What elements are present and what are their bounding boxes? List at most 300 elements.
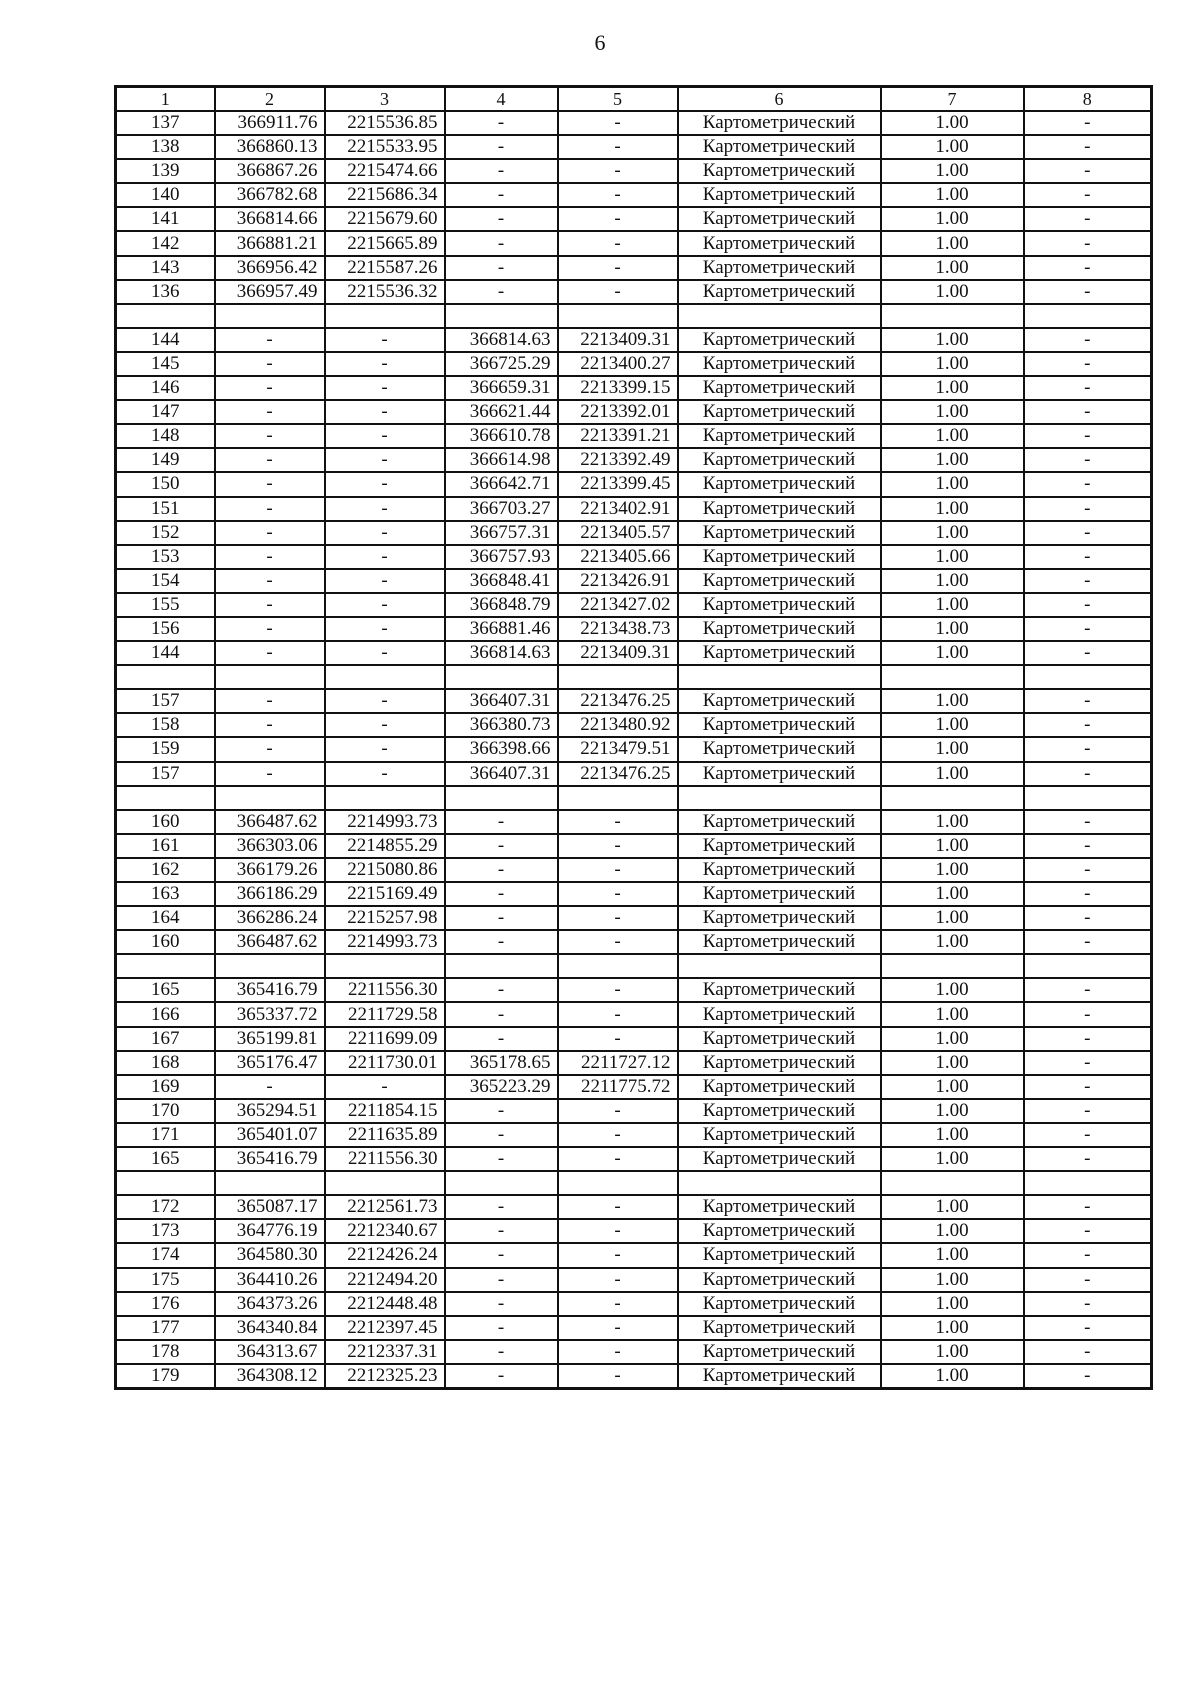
table-cell-col-7: 1.00 (881, 400, 1024, 424)
table-cell-col-2: 364340.84 (215, 1316, 325, 1340)
table-cell-col-2: 366186.29 (215, 882, 325, 906)
column-header: 7 (881, 87, 1024, 112)
table-cell-col-7: 1.00 (881, 1340, 1024, 1364)
table-cell-col-4: 366621.44 (445, 400, 558, 424)
table-cell-col-7: 1.00 (881, 1243, 1024, 1267)
table-cell-col-5: 2213409.31 (558, 641, 678, 665)
table-cell-col-6 (678, 665, 881, 689)
table-cell-col-3: - (325, 448, 445, 472)
table-cell-col-7: 1.00 (881, 111, 1024, 135)
table-cell-col-5: 2213476.25 (558, 762, 678, 786)
table-cell-col-4: - (445, 1219, 558, 1243)
table-cell-col-1 (116, 304, 215, 328)
table-cell-col-2: 365401.07 (215, 1123, 325, 1147)
table-cell-col-6: Картометрический (678, 521, 881, 545)
table-cell-col-7 (881, 665, 1024, 689)
table-cell-col-8: - (1024, 1219, 1152, 1243)
table-cell-col-3: - (325, 762, 445, 786)
table-cell-col-6: Картометрический (678, 545, 881, 569)
table-row (116, 1219, 1152, 1243)
table-cell-col-5: 2213400.27 (558, 352, 678, 376)
table-row (116, 569, 1152, 593)
table-cell-col-5: 2213399.15 (558, 376, 678, 400)
table-cell-col-5: - (558, 231, 678, 255)
table-cell-col-7: 1.00 (881, 641, 1024, 665)
table-cell-col-8: - (1024, 906, 1152, 930)
table-cell-col-4: - (445, 1027, 558, 1051)
table-cell-col-4: - (445, 256, 558, 280)
table-cell-col-1 (116, 954, 215, 978)
table-cell-col-6: Картометрический (678, 424, 881, 448)
table-cell-col-6: Картометрический (678, 762, 881, 786)
table-cell-col-8: - (1024, 737, 1152, 761)
table-cell-col-7: 1.00 (881, 231, 1024, 255)
table-cell-col-2: 366860.13 (215, 135, 325, 159)
table-cell-col-8 (1024, 954, 1152, 978)
table-cell-col-5 (558, 304, 678, 328)
table-row (116, 1243, 1152, 1267)
table-cell-col-6: Картометрический (678, 448, 881, 472)
table-cell-col-4: 366757.93 (445, 545, 558, 569)
table-cell-col-1: 165 (116, 1147, 215, 1171)
table-cell-col-3: 2212397.45 (325, 1316, 445, 1340)
table-cell-col-3 (325, 665, 445, 689)
column-header: 2 (215, 87, 325, 112)
table-row (116, 1364, 1152, 1389)
table-cell-col-2: 366957.49 (215, 280, 325, 304)
table-cell-col-6: Картометрический (678, 135, 881, 159)
table-cell-col-3: 2215536.85 (325, 111, 445, 135)
table-cell-col-4: 366703.27 (445, 497, 558, 521)
table-cell-col-2: 366911.76 (215, 111, 325, 135)
table-cell-col-4: - (445, 1316, 558, 1340)
table-cell-col-1: 141 (116, 207, 215, 231)
table-cell-col-8: - (1024, 376, 1152, 400)
table-cell-col-2: 366814.66 (215, 207, 325, 231)
table-cell-col-4 (445, 786, 558, 810)
table-cell-col-3: - (325, 328, 445, 352)
table-cell-col-8: - (1024, 593, 1152, 617)
table-cell-col-5: - (558, 1099, 678, 1123)
table-cell-col-2: 366782.68 (215, 183, 325, 207)
table-cell-col-8: - (1024, 1002, 1152, 1026)
table-row (116, 1316, 1152, 1340)
table-row (116, 1268, 1152, 1292)
table-cell-col-2: - (215, 400, 325, 424)
coordinates-table (114, 85, 1153, 1390)
table-cell-col-6: Картометрический (678, 376, 881, 400)
table-cell-col-4: - (445, 1364, 558, 1389)
table-cell-col-5: - (558, 1292, 678, 1316)
table-row (116, 207, 1152, 231)
table-cell-col-3 (325, 786, 445, 810)
table-cell-col-1: 139 (116, 159, 215, 183)
table-cell-col-2: 366487.62 (215, 810, 325, 834)
table-cell-col-2: 364580.30 (215, 1243, 325, 1267)
table-cell-col-2: - (215, 424, 325, 448)
table-cell-col-5: 2211727.12 (558, 1051, 678, 1075)
table-cell-col-1: 166 (116, 1002, 215, 1026)
table-cell-col-7: 1.00 (881, 810, 1024, 834)
table-cell-col-5 (558, 786, 678, 810)
table-cell-col-2: - (215, 521, 325, 545)
table-cell-col-7: 1.00 (881, 1027, 1024, 1051)
table-row (116, 737, 1152, 761)
table-cell-col-2: - (215, 328, 325, 352)
table-cell-col-1: 176 (116, 1292, 215, 1316)
table-cell-col-3: 2212340.67 (325, 1219, 445, 1243)
table-cell-col-5: - (558, 930, 678, 954)
table-cell-col-2: - (215, 689, 325, 713)
table-cell-col-7: 1.00 (881, 376, 1024, 400)
table-cell-col-8: - (1024, 689, 1152, 713)
table-cell-col-8: - (1024, 810, 1152, 834)
table-cell-col-1: 150 (116, 472, 215, 496)
table-cell-col-2: - (215, 352, 325, 376)
table-row (116, 1051, 1152, 1075)
table-cell-col-1: 152 (116, 521, 215, 545)
table-cell-col-6: Картометрический (678, 689, 881, 713)
table-cell-col-8: - (1024, 1340, 1152, 1364)
table-cell-col-5: - (558, 135, 678, 159)
table-cell-col-1: 147 (116, 400, 215, 424)
table-cell-col-6: Картометрический (678, 569, 881, 593)
table-cell-col-8: - (1024, 762, 1152, 786)
table-cell-col-6: Картометрический (678, 978, 881, 1002)
table-cell-col-1: 172 (116, 1195, 215, 1219)
table-cell-col-3: - (325, 641, 445, 665)
table-cell-col-6: Картометрический (678, 1123, 881, 1147)
table-cell-col-6: Картометрический (678, 1075, 881, 1099)
table-cell-col-7: 1.00 (881, 1268, 1024, 1292)
table-cell-col-4: 366614.98 (445, 448, 558, 472)
table-row (116, 1195, 1152, 1219)
table-row (116, 689, 1152, 713)
table-row (116, 1099, 1152, 1123)
table-cell-col-8 (1024, 786, 1152, 810)
table-cell-col-1: 177 (116, 1316, 215, 1340)
table-cell-col-8: - (1024, 1316, 1152, 1340)
table-cell-col-2: 364410.26 (215, 1268, 325, 1292)
table-cell-col-3: - (325, 400, 445, 424)
table-cell-col-2: 365087.17 (215, 1195, 325, 1219)
table-cell-col-5: - (558, 111, 678, 135)
table-cell-col-7: 1.00 (881, 256, 1024, 280)
table-cell-col-1: 163 (116, 882, 215, 906)
table-cell-col-4: 366642.71 (445, 472, 558, 496)
column-header: 8 (1024, 87, 1152, 112)
table-cell-col-2: 365294.51 (215, 1099, 325, 1123)
table-cell-col-1: 165 (116, 978, 215, 1002)
table-cell-col-1: 153 (116, 545, 215, 569)
table-row (116, 930, 1152, 954)
table-cell-col-1: 146 (116, 376, 215, 400)
table-cell-col-3: 2214855.29 (325, 834, 445, 858)
table-cell-col-7: 1.00 (881, 930, 1024, 954)
table-row (116, 1002, 1152, 1026)
table-cell-col-6: Картометрический (678, 256, 881, 280)
separator-row (116, 665, 1152, 689)
table-cell-col-8: - (1024, 1075, 1152, 1099)
table-cell-col-1: 142 (116, 231, 215, 255)
table-cell-col-8: - (1024, 882, 1152, 906)
table-cell-col-4: - (445, 834, 558, 858)
table-cell-col-6: Картометрический (678, 1147, 881, 1171)
table-cell-col-8: - (1024, 545, 1152, 569)
table-cell-col-6 (678, 304, 881, 328)
table-cell-col-2: - (215, 617, 325, 641)
table-row (116, 978, 1152, 1002)
table-cell-col-7: 1.00 (881, 737, 1024, 761)
table-cell-col-7: 1.00 (881, 545, 1024, 569)
table-cell-col-4 (445, 1171, 558, 1195)
table-row (116, 352, 1152, 376)
table-cell-col-4: - (445, 1002, 558, 1026)
table-cell-col-4: - (445, 906, 558, 930)
table-row (116, 448, 1152, 472)
table-row (116, 231, 1152, 255)
table-cell-col-1 (116, 1171, 215, 1195)
table-cell-col-4: 366881.46 (445, 617, 558, 641)
column-header: 3 (325, 87, 445, 112)
column-header: 6 (678, 87, 881, 112)
table-cell-col-7: 1.00 (881, 1219, 1024, 1243)
table-cell-col-6 (678, 1171, 881, 1195)
table-cell-col-4: - (445, 135, 558, 159)
table-cell-col-1: 144 (116, 641, 215, 665)
table-cell-col-6: Картометрический (678, 593, 881, 617)
table-cell-col-7: 1.00 (881, 1292, 1024, 1316)
table-cell-col-3: 2211730.01 (325, 1051, 445, 1075)
table-cell-col-2 (215, 665, 325, 689)
separator-row (116, 954, 1152, 978)
table-cell-col-4: - (445, 1099, 558, 1123)
table-cell-col-4: 366407.31 (445, 762, 558, 786)
table-cell-col-6 (678, 954, 881, 978)
table-cell-col-6: Картометрический (678, 1195, 881, 1219)
table-cell-col-5: - (558, 1027, 678, 1051)
table-cell-col-6: Картометрический (678, 1292, 881, 1316)
table-cell-col-8: - (1024, 930, 1152, 954)
table-cell-col-5: - (558, 256, 678, 280)
table-cell-col-1: 179 (116, 1364, 215, 1389)
table-cell-col-7: 1.00 (881, 424, 1024, 448)
table-row (116, 1292, 1152, 1316)
table-cell-col-6: Картометрический (678, 400, 881, 424)
table-cell-col-2: - (215, 737, 325, 761)
table-cell-col-7: 1.00 (881, 882, 1024, 906)
table-cell-col-6: Картометрический (678, 882, 881, 906)
table-cell-col-1: 148 (116, 424, 215, 448)
table-cell-col-3: - (325, 737, 445, 761)
table-cell-col-1: 169 (116, 1075, 215, 1099)
table-cell-col-8: - (1024, 1268, 1152, 1292)
table-cell-col-5: - (558, 207, 678, 231)
table-cell-col-6: Картометрический (678, 1364, 881, 1389)
table-cell-col-3: - (325, 472, 445, 496)
table-cell-col-3: - (325, 376, 445, 400)
table-cell-col-3: 2215533.95 (325, 135, 445, 159)
table-cell-col-2: 365416.79 (215, 978, 325, 1002)
table-cell-col-8: - (1024, 1243, 1152, 1267)
table-cell-col-1: 171 (116, 1123, 215, 1147)
table-cell-col-6: Картометрический (678, 834, 881, 858)
table-cell-col-3: - (325, 713, 445, 737)
table-cell-col-5: - (558, 834, 678, 858)
table-cell-col-3: - (325, 617, 445, 641)
table-cell-col-1: 143 (116, 256, 215, 280)
table-cell-col-3: - (325, 593, 445, 617)
table-cell-col-4: - (445, 111, 558, 135)
table-cell-col-8: - (1024, 1195, 1152, 1219)
table-cell-col-4 (445, 954, 558, 978)
table-cell-col-8: - (1024, 1099, 1152, 1123)
table-cell-col-3: - (325, 545, 445, 569)
table-cell-col-1 (116, 786, 215, 810)
table-cell-col-6: Картометрический (678, 207, 881, 231)
table-cell-col-1: 144 (116, 328, 215, 352)
table-row (116, 1147, 1152, 1171)
table-cell-col-4: 365178.65 (445, 1051, 558, 1075)
table-cell-col-5: 2211775.72 (558, 1075, 678, 1099)
table-cell-col-2: - (215, 497, 325, 521)
table-cell-col-7 (881, 954, 1024, 978)
table-cell-col-6: Картометрический (678, 183, 881, 207)
table-row (116, 882, 1152, 906)
table-cell-col-6: Картометрический (678, 1219, 881, 1243)
separator-row (116, 1171, 1152, 1195)
table-cell-col-8: - (1024, 400, 1152, 424)
table-cell-col-7: 1.00 (881, 1099, 1024, 1123)
table-cell-col-3: 2211699.09 (325, 1027, 445, 1051)
table-cell-col-8: - (1024, 280, 1152, 304)
table-cell-col-2: 365416.79 (215, 1147, 325, 1171)
table-cell-col-5: 2213438.73 (558, 617, 678, 641)
table-cell-col-2 (215, 786, 325, 810)
column-header: 4 (445, 87, 558, 112)
table-cell-col-5: 2213392.49 (558, 448, 678, 472)
table-cell-col-8: - (1024, 1292, 1152, 1316)
table-cell-col-6: Картометрический (678, 1340, 881, 1364)
table-cell-col-5: - (558, 810, 678, 834)
table-cell-col-2: 366956.42 (215, 256, 325, 280)
table-cell-col-7: 1.00 (881, 280, 1024, 304)
table-cell-col-4: - (445, 858, 558, 882)
table-cell-col-2: 364776.19 (215, 1219, 325, 1243)
table-cell-col-8: - (1024, 834, 1152, 858)
table-cell-col-3: 2212561.73 (325, 1195, 445, 1219)
table-cell-col-3: 2215686.34 (325, 183, 445, 207)
table-cell-col-6: Картометрический (678, 737, 881, 761)
table-cell-col-7: 1.00 (881, 978, 1024, 1002)
table-cell-col-3: 2215587.26 (325, 256, 445, 280)
table-cell-col-7: 1.00 (881, 521, 1024, 545)
table-cell-col-7: 1.00 (881, 1051, 1024, 1075)
table-cell-col-8: - (1024, 641, 1152, 665)
table-cell-col-3: 2212337.31 (325, 1340, 445, 1364)
table-row (116, 858, 1152, 882)
table-cell-col-2: - (215, 472, 325, 496)
table-cell-col-6: Картометрический (678, 713, 881, 737)
table-cell-col-8: - (1024, 231, 1152, 255)
table-cell-col-4: 366398.66 (445, 737, 558, 761)
table-row (116, 1340, 1152, 1364)
table-cell-col-5 (558, 665, 678, 689)
table-cell-col-2: - (215, 762, 325, 786)
table-cell-col-1: 154 (116, 569, 215, 593)
table-row (116, 762, 1152, 786)
table-row (116, 1075, 1152, 1099)
table-cell-col-1: 151 (116, 497, 215, 521)
table-cell-col-7: 1.00 (881, 689, 1024, 713)
table-row (116, 1027, 1152, 1051)
table-cell-col-8 (1024, 1171, 1152, 1195)
table-row (116, 328, 1152, 352)
table-cell-col-5: 2213426.91 (558, 569, 678, 593)
table-cell-col-5: 2213405.66 (558, 545, 678, 569)
table-cell-col-4 (445, 304, 558, 328)
table-cell-col-5: - (558, 159, 678, 183)
table-cell-col-6: Картометрический (678, 497, 881, 521)
table-cell-col-3: - (325, 424, 445, 448)
table-cell-col-2: 366286.24 (215, 906, 325, 930)
table-row (116, 135, 1152, 159)
table-cell-col-8: - (1024, 207, 1152, 231)
table-cell-col-3: - (325, 497, 445, 521)
table-cell-col-8: - (1024, 497, 1152, 521)
table-cell-col-5: - (558, 1195, 678, 1219)
table-cell-col-8: - (1024, 352, 1152, 376)
table-cell-col-6: Картометрический (678, 858, 881, 882)
separator-row (116, 304, 1152, 328)
table-cell-col-6: Картометрический (678, 159, 881, 183)
table-row (116, 424, 1152, 448)
table-cell-col-4: - (445, 207, 558, 231)
table-cell-col-8: - (1024, 1147, 1152, 1171)
table-cell-col-6: Картометрический (678, 1268, 881, 1292)
table-cell-col-8: - (1024, 472, 1152, 496)
table-cell-col-6: Картометрический (678, 111, 881, 135)
table-cell-col-4: - (445, 183, 558, 207)
table-cell-col-7: 1.00 (881, 135, 1024, 159)
table-cell-col-2 (215, 1171, 325, 1195)
column-header: 5 (558, 87, 678, 112)
table-cell-col-1: 160 (116, 930, 215, 954)
table-cell-col-5: 2213476.25 (558, 689, 678, 713)
table-cell-col-6: Картометрический (678, 1002, 881, 1026)
table-cell-col-2: 366303.06 (215, 834, 325, 858)
table-cell-col-1: 161 (116, 834, 215, 858)
table-cell-col-6: Картометрический (678, 1051, 881, 1075)
table-cell-col-4: - (445, 1340, 558, 1364)
table-cell-col-1: 170 (116, 1099, 215, 1123)
table-cell-col-5: 2213405.57 (558, 521, 678, 545)
table-cell-col-1: 167 (116, 1027, 215, 1051)
table-cell-col-1: 157 (116, 762, 215, 786)
table-cell-col-4: 366380.73 (445, 713, 558, 737)
table-cell-col-2: 366881.21 (215, 231, 325, 255)
table-cell-col-8: - (1024, 713, 1152, 737)
table-cell-col-2: - (215, 569, 325, 593)
table-cell-col-8: - (1024, 159, 1152, 183)
table-cell-col-5: - (558, 1243, 678, 1267)
table-body (116, 87, 1152, 1389)
table-row (116, 376, 1152, 400)
table-cell-col-2: 364313.67 (215, 1340, 325, 1364)
table-row (116, 400, 1152, 424)
table-cell-col-6: Картометрический (678, 352, 881, 376)
table-cell-col-6: Картометрический (678, 641, 881, 665)
